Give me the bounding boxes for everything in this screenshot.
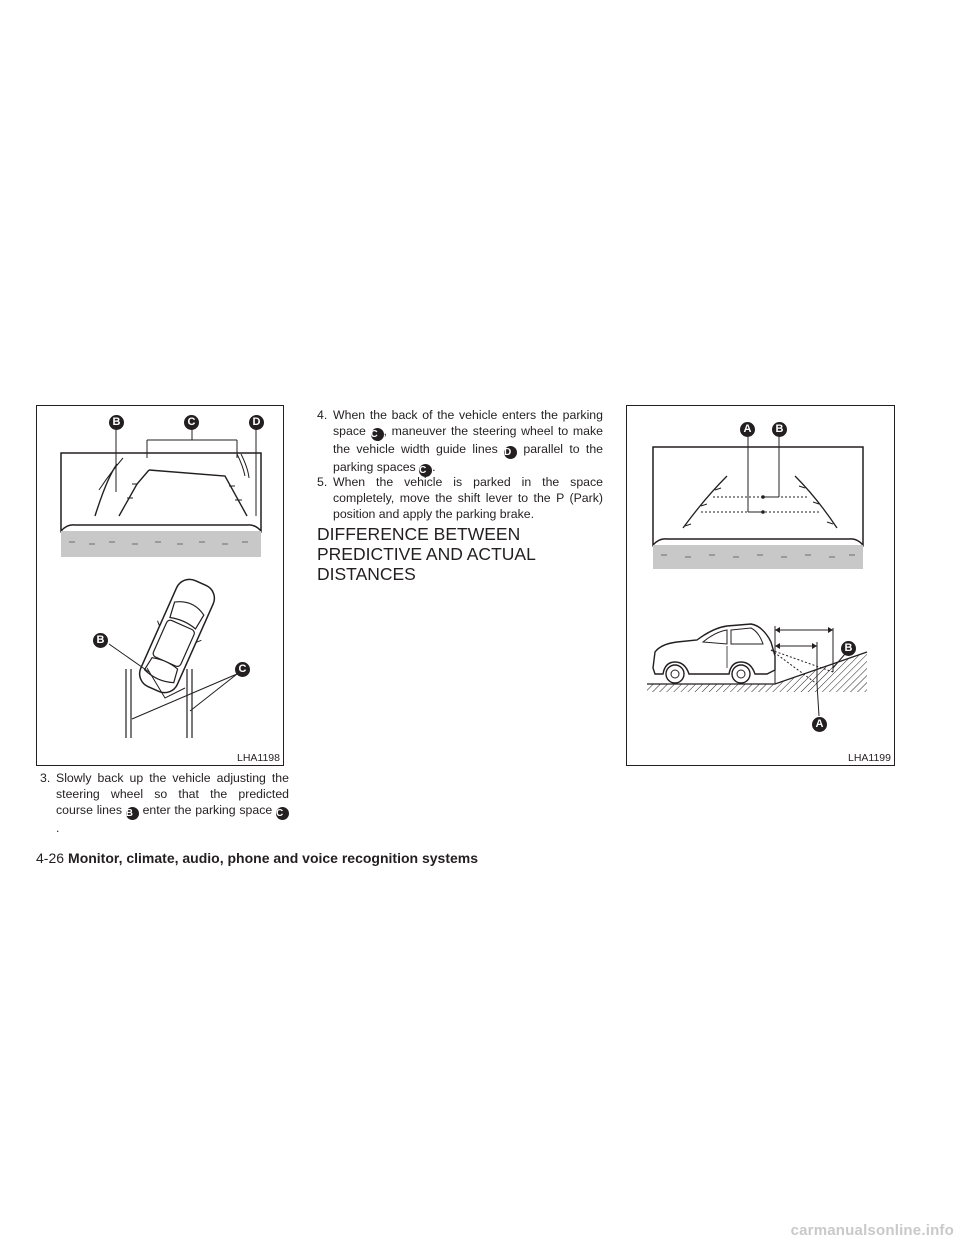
callout-c: C	[235, 662, 250, 677]
callout-a: A	[812, 717, 827, 732]
section-title: Monitor, climate, audio, phone and voice recognition systems	[68, 850, 478, 866]
step-text: When the back of the vehicle enters the parking space	[333, 408, 603, 438]
step-5	[317, 474, 603, 522]
step-number: 3.	[40, 771, 51, 785]
figure-parking-lines	[36, 405, 284, 766]
heading-line: PREDICTIVE AND ACTUAL	[317, 544, 536, 564]
parking-diagram-illustration	[37, 406, 284, 766]
figure-code: LHA1198	[236, 752, 280, 764]
heading-line: DIFFERENCE BETWEEN	[317, 524, 521, 544]
step-text: , maneuver the steering wheel to make the vehicle width guide lines	[333, 424, 603, 456]
heading-line: DISTANCES	[317, 564, 416, 584]
page-number: 4-26	[36, 850, 65, 866]
callout-d: D	[504, 446, 517, 459]
section-heading	[317, 524, 617, 584]
figure-predictive-distance	[626, 405, 895, 766]
callout-b: B	[126, 807, 139, 820]
step-text: parallel to the parking spaces	[333, 442, 604, 474]
callout-c: C	[419, 464, 432, 477]
step-text: Slowly back up the vehicle adjusting the steering wheel so that the predicted course lines	[56, 771, 289, 817]
callout-b: B	[109, 415, 124, 430]
callout-b: B	[93, 633, 108, 648]
step-4	[317, 407, 603, 477]
page-footer	[36, 850, 478, 867]
step-text: When the vehicle is parked in the space completely, move the shift lever to the P (Park) position and apply the parking brake.	[333, 475, 603, 521]
callout-c: C	[371, 428, 384, 441]
callout-c: C	[184, 415, 199, 430]
callout-c: C	[276, 807, 289, 820]
watermark: carmanualsonline.info	[790, 1222, 954, 1239]
callout-a: A	[740, 422, 755, 437]
step-text: enter the parking space	[142, 803, 273, 817]
callout-b: B	[841, 641, 856, 656]
step-text: .	[56, 821, 60, 835]
callout-b: B	[772, 422, 787, 437]
distance-diagram-illustration	[627, 406, 895, 766]
step-number: 5.	[317, 475, 328, 489]
figure-code: LHA1199	[847, 752, 891, 764]
callout-d: D	[249, 415, 264, 430]
step-3	[40, 770, 289, 836]
step-number: 4.	[317, 408, 328, 422]
step-text: .	[432, 460, 436, 474]
